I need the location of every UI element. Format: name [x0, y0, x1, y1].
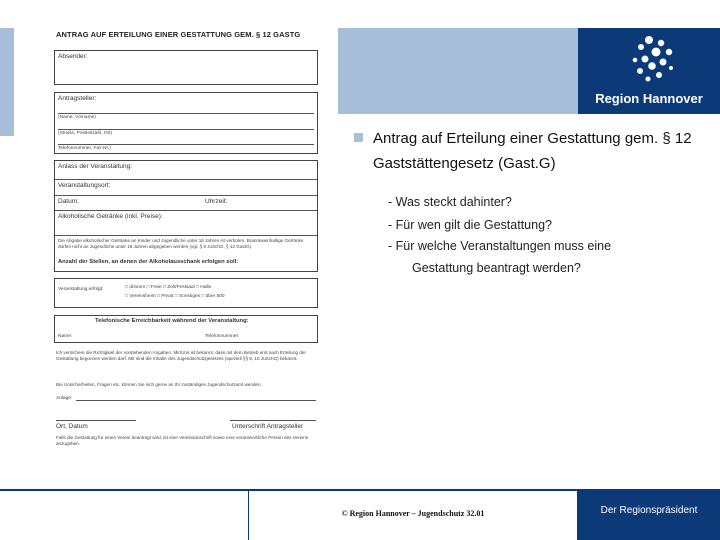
veranstaltung-box: [54, 160, 318, 272]
line: [55, 235, 317, 236]
question-3-continued: Gestattung beantragt werden?: [412, 261, 581, 275]
address-hint: (Straße, Postleitzahl, Ort): [58, 131, 113, 136]
phone-hint: Telefonnummer, Fax-Nr.): [58, 146, 111, 151]
hinweis2-text: Bei Unsicherheiten, Fragen etc. können Sie sich gerne an Ihr zuständiges Jugendschutzamt wenden.: [56, 382, 262, 387]
line: [55, 210, 317, 211]
antragsteller-box: [54, 92, 318, 154]
anlass-label: Anlass der Veranstaltung:: [58, 163, 133, 170]
verfuegt-box: [54, 278, 318, 308]
absender-label: Absender:: [58, 53, 88, 60]
verfuegt-label: Veranstaltung erfolgt:: [58, 287, 104, 292]
line: [55, 195, 317, 196]
versicherung-text: Ich versichere die Richtigkeit der vorstehenden Angaben. Mir/Uns ist bekannt, dass mit dem Betrieb erst nach Erteilung der Gestattung begonnen werden darf. Mir sind die Inhalte des Jugendschutzgesetzes (speziell §§ 9, 10 JuSchG) bekannt.: [56, 350, 306, 361]
name-label: Name:: [58, 334, 73, 339]
unterschrift-label: Unterschrift Antragsteller: [232, 423, 304, 430]
name-hint: (Name, Vorname): [58, 115, 96, 120]
option-row-2: □ Vereinsheim □ Privat □ Sonstiges □ über 500: [125, 294, 225, 299]
uhrzeit-label: Uhrzeit:: [205, 198, 228, 205]
question-1: - Was steckt dahinter?: [388, 195, 512, 209]
copyright-text: © Region Hannover – Jugendschutz 32.01: [341, 509, 485, 518]
signature-line: [56, 420, 136, 421]
bullet-square-icon: [354, 133, 363, 142]
absender-box: [54, 50, 318, 85]
line: [58, 129, 314, 130]
line: [55, 179, 317, 180]
erreichbarkeit-label: Telefonische Erreichbarkeit während der Veranstaltung:: [95, 318, 249, 324]
option-row-1: □ drinnen □ Freie □ Zelt/Festsaal □ Halle: [125, 285, 212, 290]
anlage-label: Anlage:: [56, 396, 73, 401]
star-cluster-icon: [623, 34, 678, 86]
footer-president-label: Der Regionspräsident: [600, 505, 698, 516]
footer-copyright: [248, 491, 578, 540]
brand-name: Region Hannover: [595, 91, 703, 106]
getraenke-label: Alkoholische Getränke (inkl. Preise):: [58, 213, 163, 220]
region-logo: [578, 28, 720, 114]
application-form-image: [52, 28, 320, 456]
footer-signature-box: [578, 491, 720, 540]
line: [58, 113, 314, 114]
form-title: ANTRAG AUF ERTEILUNG EINER GESTATTUNG GEM. § 12 GASTG: [56, 30, 301, 39]
question-2: - Für wen gilt die Gestattung?: [388, 218, 552, 232]
question-3: - Für welche Veranstaltungen muss eine: [388, 239, 612, 253]
hinweis-text: Die Abgabe alkoholischer Getränke an Kinder und Jugendliche unter 16 Jahren ist verboten. Branntweinhaltige Getränke dürfen nicht an Jugendliche unter 18 Jahren abgegeben werden (vgl. § 9 JuSchG, § 12 GastG).: [58, 238, 304, 249]
left-accent-bar: [0, 28, 14, 136]
antragsteller-label: Antragsteller:: [58, 95, 97, 102]
telefon-label: Telefonnummer:: [205, 334, 240, 339]
fussnote-text: Falls die Gestattung für einen Verein beantragt wird, ist eine Vereinsanschrift sowie eine verantwortliche Person des Vereins anzugeben.: [56, 435, 309, 446]
line: [76, 400, 316, 401]
anzahl-label: Anzahl der Stellen, an denen der Alkoholausschank erfolgen soll:: [58, 259, 239, 265]
ort-datum-label: Ort, Datum: [56, 423, 88, 430]
erreichbarkeit-box: [54, 315, 318, 343]
slide-headline: Antrag auf Erteilung einer Gestattung gem. § 12 Gaststättengesetz (Gast.G): [373, 130, 692, 172]
ort-label: Veranstaltungsort:: [58, 182, 111, 189]
datum-label: Datum:: [58, 198, 79, 205]
signature-line: [230, 420, 316, 421]
line: [58, 144, 314, 145]
